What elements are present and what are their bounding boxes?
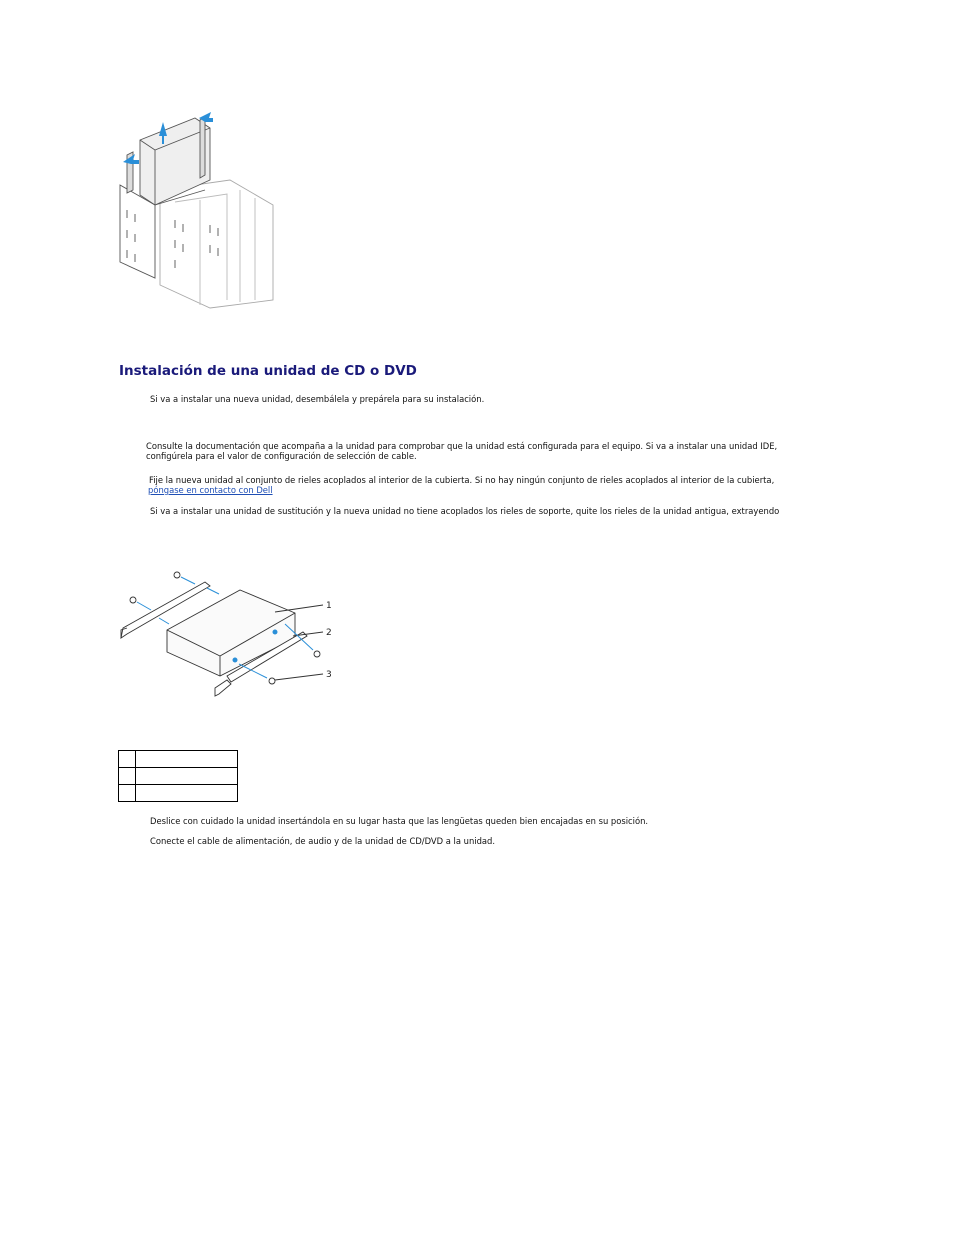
table-row xyxy=(119,751,238,768)
drive-rails-illustration xyxy=(115,568,340,700)
table-cell xyxy=(119,751,136,768)
callout-legend-table xyxy=(118,750,238,802)
step-check-docs-line1: Consulte la documentación que acompaña a la unidad para comprobar que la unidad está configurada para el equipo. Si va a instalar una unidad IDE, xyxy=(146,441,778,451)
contact-dell-text xyxy=(148,485,273,496)
table-row xyxy=(119,785,238,802)
step-connect-cables: Conecte el cable de alimentación, de audio y de la unidad de CD/DVD a la unidad. xyxy=(150,836,496,846)
table-cell xyxy=(136,751,238,768)
section-title: Instalación de una unidad de CD o DVD xyxy=(119,363,417,379)
step-check-docs-line2: configúrela para el valor de configuración de selección de cable. xyxy=(146,451,417,461)
table-cell xyxy=(119,768,136,785)
step-attach-rails: Fije la nueva unidad al conjunto de rieles acoplados al interior de la cubierta. Si no hay ningún conjunto de rieles acoplados al interior de la cubierta, xyxy=(149,475,775,485)
step-slide-drive: Deslice con cuidado la unidad insertándola en su lugar hasta que las lengüetas queden bien encajadas en su posición. xyxy=(150,816,649,826)
table-row xyxy=(119,768,238,785)
table-cell xyxy=(136,768,238,785)
callout-1: 1 xyxy=(326,601,332,611)
callout-2: 2 xyxy=(326,628,332,638)
contact-dell-link[interactable]: póngase en contacto con Dell xyxy=(148,485,273,495)
table-cell xyxy=(136,785,238,802)
step-unpack: Si va a instalar una nueva unidad, desembálela y prepárela para su instalación. xyxy=(150,394,485,404)
drive-removal-illustration xyxy=(115,110,280,310)
callout-3: 3 xyxy=(326,670,332,680)
table-cell xyxy=(119,785,136,802)
step-replacement-rails: Si va a instalar una unidad de sustitución y la nueva unidad no tiene acoplados los rieles de soporte, quite los rieles de la unidad antigua, extrayendo xyxy=(150,506,780,516)
